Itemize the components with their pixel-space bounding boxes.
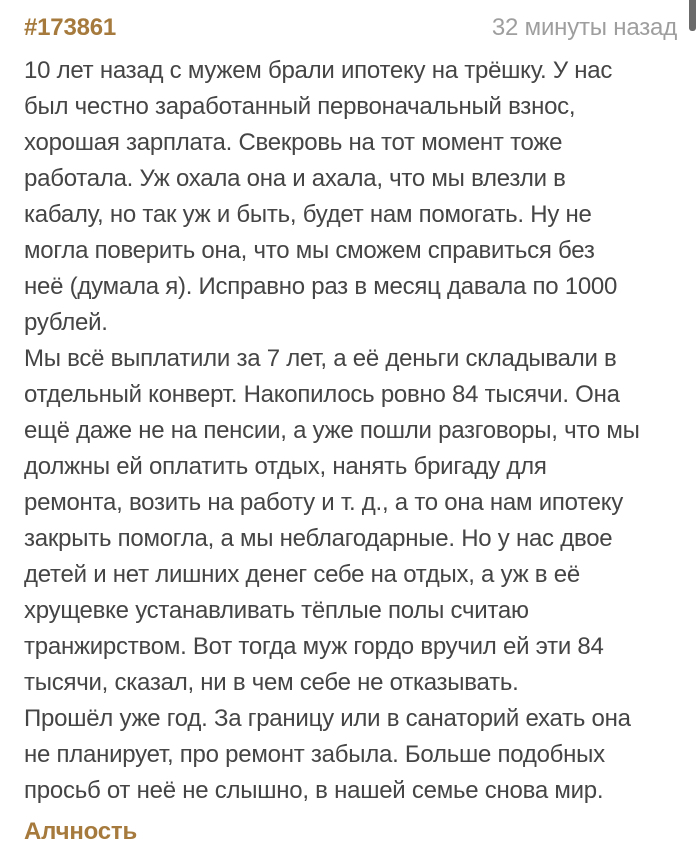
post-text-line: Мы всё выплатили за 7 лет, а её деньги складывали в [24, 345, 617, 372]
post-text-line: хорошая зарплата. Свекровь на тот момент тоже [24, 129, 563, 156]
post-text-line: должны ей оплатить отдых, нанять бригаду для [24, 453, 547, 480]
post-text-line: закрыть помогла, а мы неблагодарные. Но у нас двое [24, 525, 613, 552]
post-text-line: могла поверить она, что мы сможем справиться без [24, 237, 595, 264]
post-text [0, 53, 700, 809]
post-text-line: ремонта, возить на работу и т. д., а то она нам ипотеку [24, 489, 623, 516]
post-text-line: отдельный конверт. Накопилось ровно 84 тысячи. Она [24, 381, 620, 408]
post-text-line: тысячи, сказал, ни в чем себе не отказывать. [24, 669, 519, 696]
post-category-tag-link[interactable]: Алчность [24, 818, 138, 845]
post-text-line: хрущевке устанавливать тёплые полы считаю [24, 597, 529, 624]
post-text-line: транжирством. Вот тогда муж гордо вручил ей эти 84 [24, 633, 604, 660]
post-text-line: кабалу, но так уж и быть, будет нам помогать. Ну не [24, 201, 592, 228]
post-text-line: работала. Уж охала она и ахала, что мы влезли в [24, 165, 566, 192]
post-text-line: Прошёл уже год. За границу или в санаторий ехать она [24, 705, 631, 732]
post-text-line: просьб от неё не слышно, в нашей семье снова мир. [24, 777, 604, 804]
post-text-line: рублей. [24, 309, 108, 336]
post-text-line: 10 лет назад с мужем брали ипотеку на трёшку. У нас [24, 57, 613, 84]
scrollbar-thumb[interactable] [689, 0, 696, 31]
post-text-line: неё (думала я). Исправно раз в месяц давала по 1000 [24, 273, 618, 300]
post-text-line: был честно заработанный первоначальный взнос, [24, 93, 576, 120]
post-timestamp: 32 минуты назад [491, 14, 677, 41]
post-text-line: не планирует, про ремонт забыла. Больше подобных [24, 741, 605, 768]
post-header [0, 0, 700, 42]
post-text-line: ещё даже не на пенсии, а уже пошли разговоры, что мы [24, 417, 640, 444]
post-text-line: детей и нет лишних денег себе на отдых, а уж в её [24, 561, 580, 588]
post-id-link[interactable]: #173861 [24, 14, 117, 41]
